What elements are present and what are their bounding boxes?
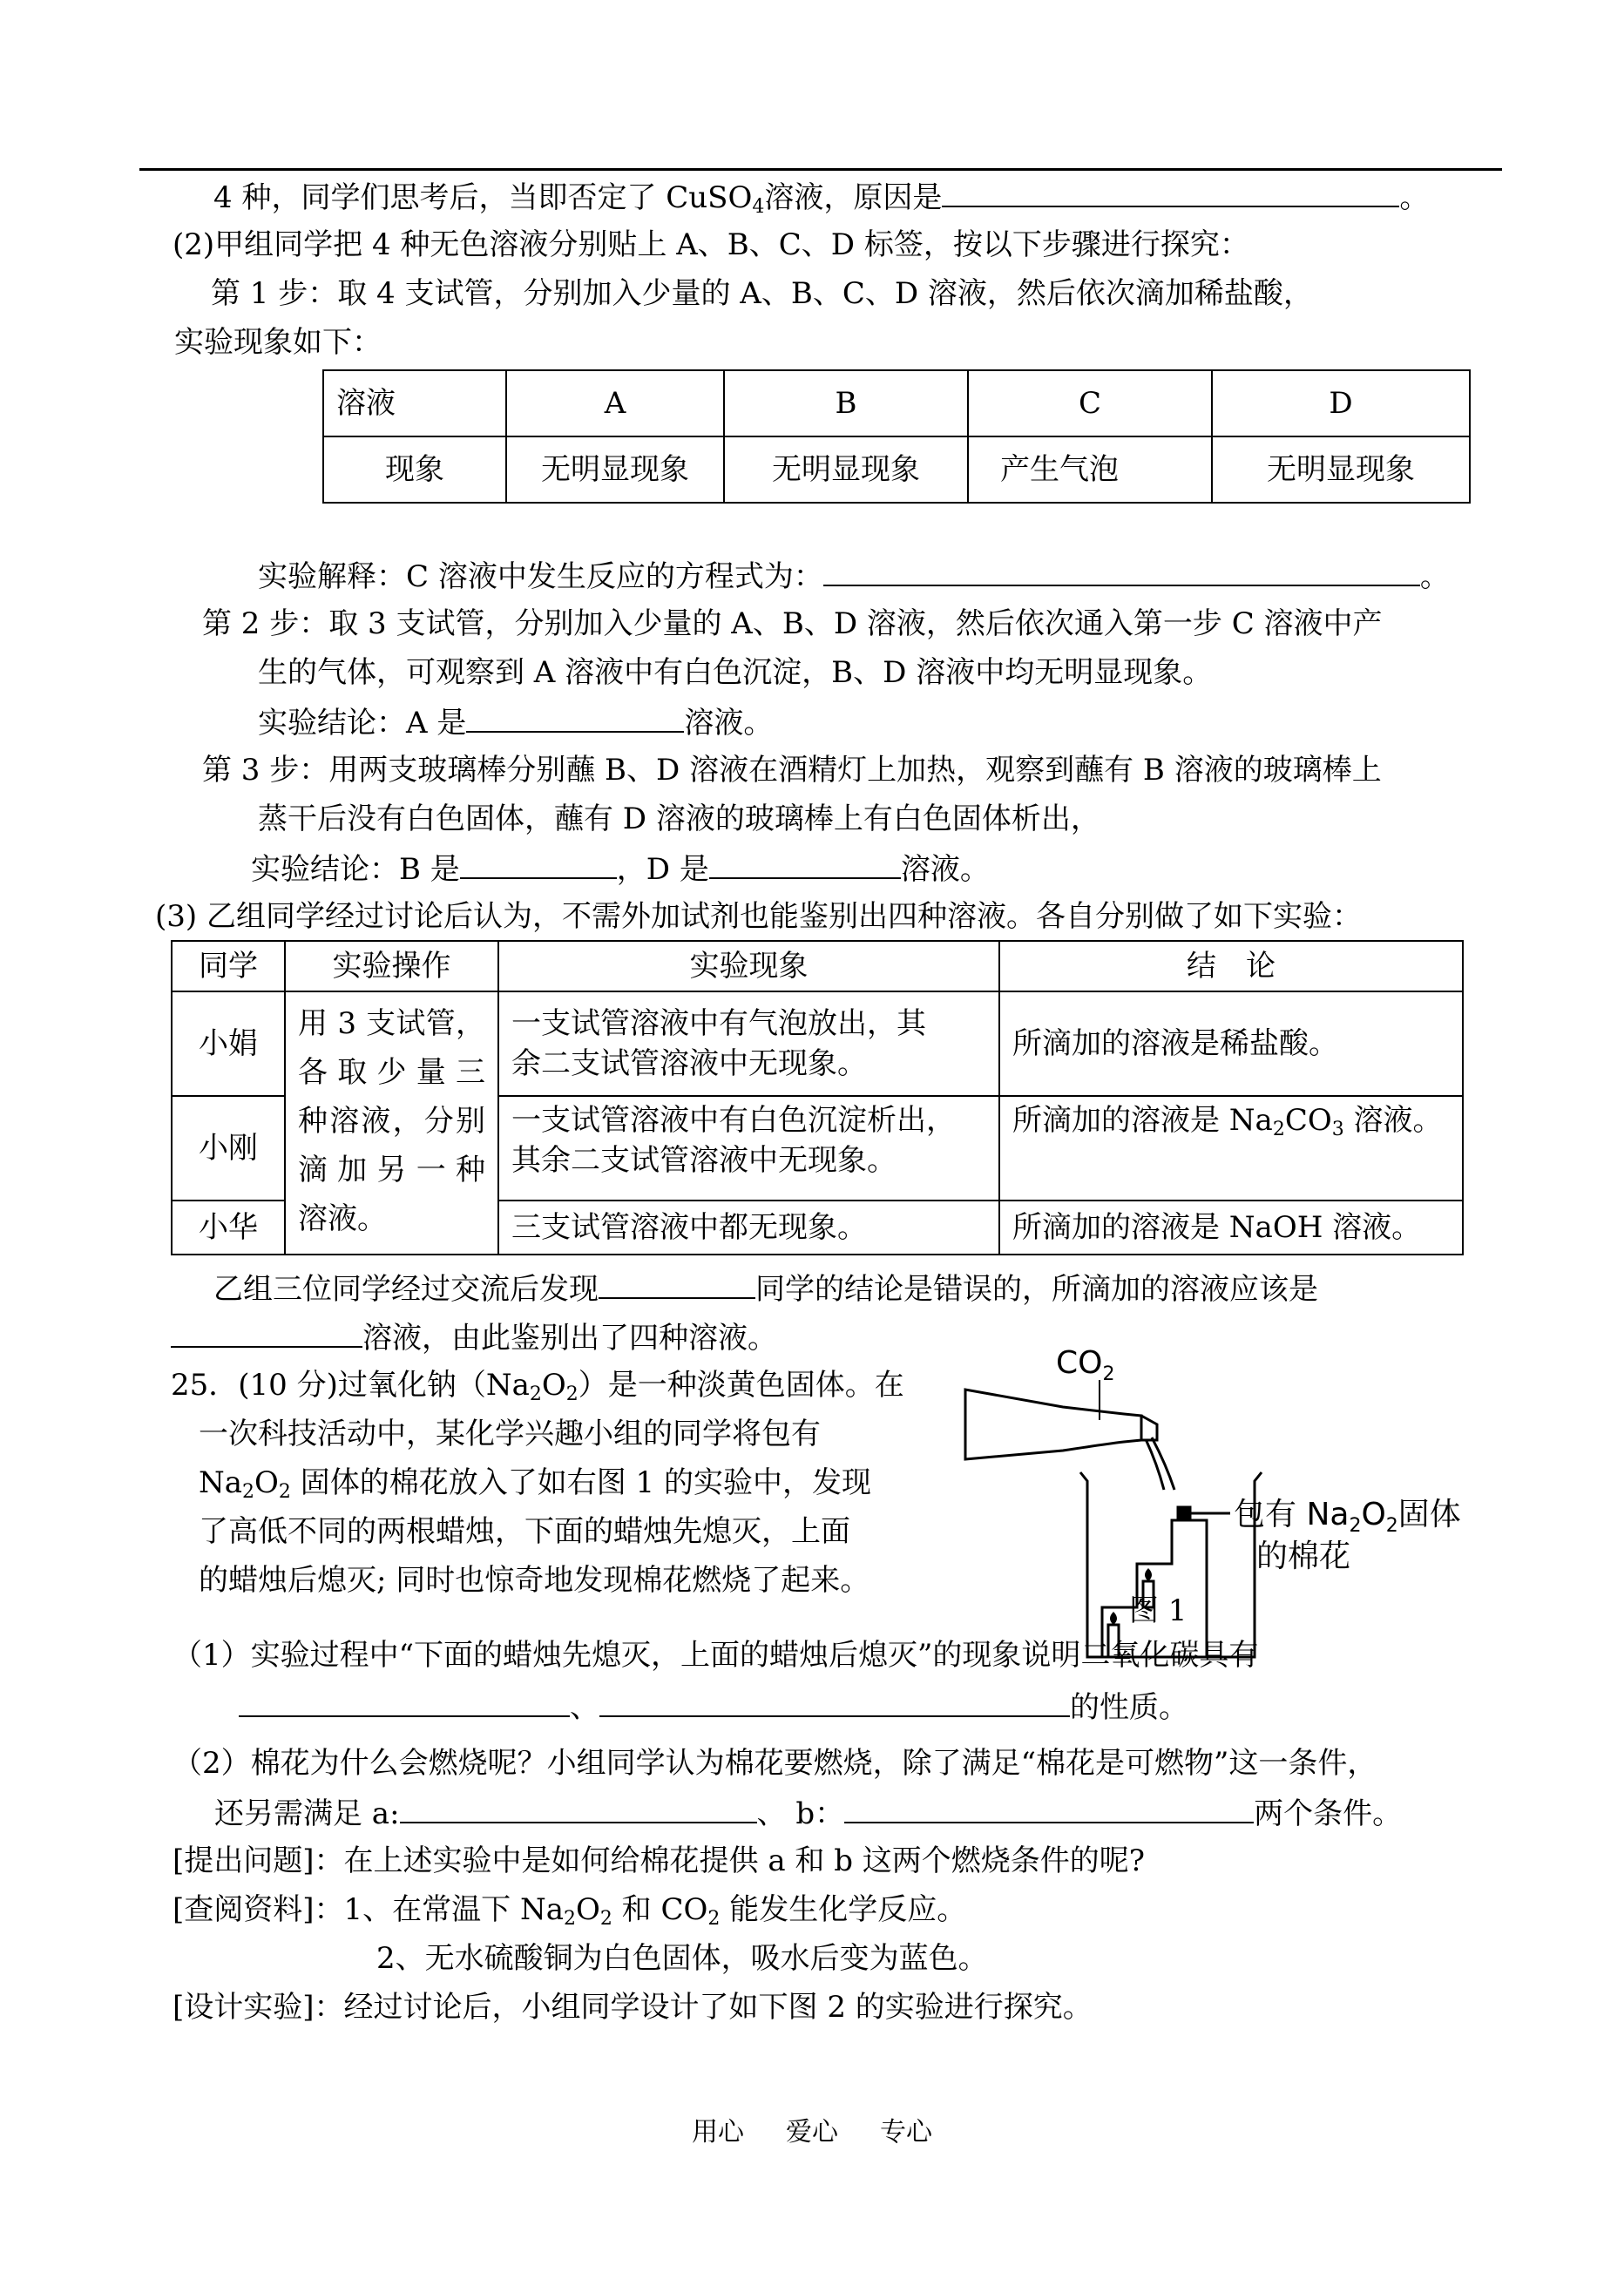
operation-cell: 用 3 支试管， 各 取 少 量 三 种溶液，分别 滴 加 另 一 种 溶液。: [285, 991, 498, 1255]
table-cell: A: [506, 370, 724, 436]
table-cell: C: [968, 370, 1212, 436]
answer-blank[interactable]: [466, 701, 684, 733]
explain-line: 实验解释：C 溶液中发生反应的方程式为： 。: [258, 555, 1450, 597]
group-b-after-line2: 溶液，由此鉴别出了四种溶液。: [171, 1316, 777, 1358]
step2-line2: 生的气体，可观察到 A 溶液中有白色沉淀，B、D 溶液中均无明显现象。: [258, 655, 1213, 690]
table-cell: 小刚: [172, 1096, 285, 1201]
reference-line1: [查阅资料]：1、在常温下 $Na_2O_2$ 和 $CO_2$ 能发生化学反应。: [173, 1892, 967, 1930]
table-header: 同学: [172, 941, 285, 991]
table-row: [323, 436, 1470, 503]
q25-line5: 的蜡烛后熄灭; 同时也惊奇地发现棉花燃烧了起来。: [199, 1563, 870, 1598]
step2-line1: 第 2 步：取 3 支试管，分别加入少量的 A、B、D 溶液，然后依次通入第一步 C 溶液中产: [202, 606, 1383, 641]
cotton-label-line2: 的棉花: [1256, 1539, 1351, 1574]
figure-1: [950, 1342, 1507, 1664]
cotton-label: 包有 $Na_2O_2$固体: [1234, 1497, 1461, 1537]
q25-line1: 25．(10 分)过氧化钠$(Na_2O_2)$是一种淡黄色固体。在: [171, 1368, 904, 1405]
q25-line4: 了高低不同的两根蜡烛，下面的蜡烛先熄灭，上面: [199, 1514, 850, 1549]
table-row: [323, 370, 1470, 436]
table-header: 实验操作: [285, 941, 498, 991]
step3-line2: 蒸干后没有白色固体，蘸有 D 溶液的玻璃棒上有白色固体析出，: [258, 802, 1100, 836]
q25-part1-line2: 、 的性质。: [239, 1686, 1188, 1728]
answer-blank[interactable]: [599, 1268, 755, 1299]
table-cell: 产生气泡: [968, 436, 1212, 503]
q25-part2-line2: 还另需满足 a: 、 b： 两个条件。: [214, 1792, 1402, 1834]
answer-blank[interactable]: [709, 848, 901, 879]
group-b-table: [171, 940, 1464, 1255]
table-row: [172, 941, 1463, 991]
table-row: [172, 991, 1463, 1096]
q24-line-cuso4: 4 种，同学们思考后，当即否定了 CuSO$_4$溶液，原因是 。: [213, 176, 1429, 218]
q24-part3-intro: (3) 乙组同学经过讨论后认为，不需外加试剂也能鉴别出四种溶液。各自分别做了如下实验：: [155, 899, 1362, 934]
table-header: 实验现象: [498, 941, 999, 991]
answer-blank[interactable]: [599, 1686, 1070, 1717]
figure-1-caption: 图 1: [1129, 1593, 1188, 1628]
q24-part2-intro: (2)甲组同学把 4 种无色溶液分别贴上 A、B、C、D 标签，按以下步骤进行探究：: [173, 227, 1249, 262]
answer-blank[interactable]: [171, 1316, 362, 1348]
table-cell: 一支试管溶液中有气泡放出，其 余二支试管溶液中无现象。: [498, 991, 999, 1096]
table-cell: B: [724, 370, 968, 436]
answer-blank[interactable]: [823, 555, 1420, 586]
q25-line3: $Na_2O_2$ 固体的棉花放入了如右图 1 的实验中，发现: [199, 1465, 871, 1503]
table-cell: 小华: [172, 1201, 285, 1255]
answer-blank[interactable]: [460, 848, 617, 879]
table-header: 结 论: [999, 941, 1463, 991]
table-cell: 现象: [323, 436, 506, 503]
table-cell: 三支试管溶液中都无现象。: [498, 1201, 999, 1255]
table-cell: 一支试管溶液中有白色沉淀析出， 其余二支试管溶液中无现象。: [498, 1096, 999, 1201]
reference-line2: 2、无水硫酸铜为白色固体，吸水后变为蓝色。: [376, 1941, 988, 1976]
answer-blank[interactable]: [400, 1792, 757, 1823]
table-cell: D: [1212, 370, 1470, 436]
table-cell: 无明显现象: [724, 436, 968, 503]
answer-blank[interactable]: [844, 1792, 1254, 1823]
step1-line2: 实验现象如下：: [174, 325, 382, 360]
answer-blank[interactable]: [239, 1686, 570, 1717]
ask-question-line: [提出问题]：在上述实验中是如何给棉花提供 a 和 b 这两个燃烧条件的呢?: [173, 1843, 1146, 1878]
table-cell: 无明显现象: [1212, 436, 1470, 503]
step1-line1: 第 1 步：取 4 支试管，分别加入少量的 A、B、C、D 溶液，然后依次滴加稀盐酸，: [211, 276, 1313, 311]
answer-blank[interactable]: [942, 176, 1399, 207]
step2-conclusion: 实验结论：A 是 溶液。: [258, 701, 773, 743]
step1-result-table: [322, 369, 1471, 504]
table-cell: 溶液: [323, 370, 506, 436]
table-cell: 所滴加的溶液是 NaOH 溶液。: [999, 1201, 1463, 1255]
step3-conclusion: 实验结论：B 是 ，D 是 溶液。: [251, 848, 990, 889]
q25-part2-line1: （2）棉花为什么会燃烧呢？小组同学认为棉花要燃烧，除了满足“棉花是可燃物”这一条件，: [173, 1746, 1377, 1781]
page-footer: 用心 爱心 专心: [692, 2117, 932, 2148]
table-cell: 所滴加的溶液是 $Na_2CO_3$ 溶液。: [999, 1096, 1463, 1201]
step3-line1: 第 3 步：用两支玻璃棒分别蘸 B、D 溶液在酒精灯上加热，观察到蘸有 B 溶液的玻璃棒上: [202, 753, 1382, 788]
co2-label: $CO_2$: [1056, 1345, 1115, 1385]
co2-beaker-candle-diagram: [950, 1342, 1507, 1664]
q25-part1-line1: （1）实验过程中“下面的蜡烛先熄灭，上面的蜡烛后熄灭”的现象说明二氧化碳具有: [173, 1638, 1259, 1673]
table-cell: 无明显现象: [506, 436, 724, 503]
design-experiment-line: [设计实验]：经过讨论后，小组同学设计了如下图 2 的实验进行探究。: [173, 1990, 1093, 2025]
table-cell: 小娟: [172, 991, 285, 1096]
top-rule: [139, 168, 1502, 171]
group-b-after-line1: 乙组三位同学经过交流后发现 同学的结论是错误的，所滴加的溶液应该是: [213, 1268, 1318, 1309]
q25-line2: 一次科技活动中，某化学兴趣小组的同学将包有: [199, 1417, 821, 1451]
table-cell: 所滴加的溶液是稀盐酸。: [999, 991, 1463, 1096]
